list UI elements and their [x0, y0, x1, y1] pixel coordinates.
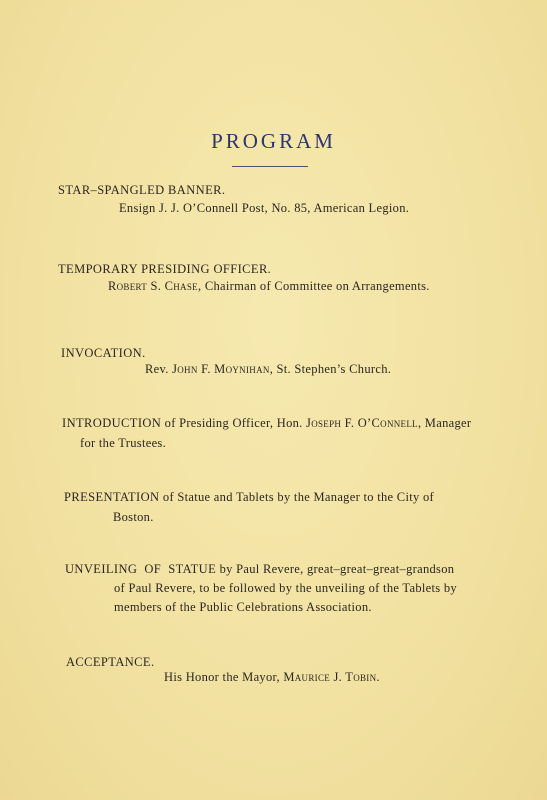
item-detail-unveiling-2: of Paul Revere, to be followed by the unveiling of the Tablets by	[114, 581, 457, 595]
item-detail-boston: Boston.	[113, 510, 154, 524]
title-divider	[232, 166, 308, 167]
page-title: PROGRAM	[211, 129, 336, 153]
item-detail-text: .	[376, 670, 380, 684]
item-detail-prefix: His Honor the Mayor,	[164, 670, 284, 684]
item-detail-text: of Statue and Tablets by the Manager to the City of	[159, 490, 434, 504]
item-heading-introduction: INTRODUCTION	[62, 416, 162, 430]
item-detail-tobin	[164, 670, 380, 685]
item-heading-acceptance: ACCEPTANCE.	[66, 655, 155, 669]
item-heading-presentation: PRESENTATION	[64, 490, 160, 504]
item-heading-star-spangled-banner: STAR–SPANGLED BANNER.	[58, 183, 226, 197]
item-heading-invocation: INVOCATION.	[61, 346, 146, 360]
item-unveiling	[65, 562, 454, 577]
person-name: Joseph F. O’Connell	[306, 416, 418, 430]
person-name: Maurice J. Tobin	[283, 670, 377, 684]
person-name: John F. Moynihan	[172, 362, 270, 376]
item-detail-text: , Manager	[417, 416, 472, 430]
item-detail-text: by Paul Revere, great–great–great–grandson	[216, 562, 455, 576]
item-introduction	[62, 416, 471, 431]
item-detail-chase	[108, 279, 430, 294]
item-detail-ensign: Ensign J. J. O’Connell Post, No. 85, American Legion.	[119, 201, 410, 215]
item-presentation	[64, 490, 434, 505]
item-detail-text: of Presiding Officer, Hon.	[161, 416, 307, 430]
item-detail-moynihan	[145, 362, 391, 377]
item-heading-unveiling: UNVEILING OF STATUE	[65, 562, 217, 576]
item-detail-prefix: Rev.	[145, 362, 173, 376]
item-detail-text: , Chairman of Committee on Arrangements.	[197, 279, 430, 293]
item-detail-text: , St. Stephen’s Church.	[269, 362, 392, 376]
person-name: Robert S. Chase	[108, 279, 198, 293]
item-detail-trustees: for the Trustees.	[80, 436, 167, 450]
item-detail-unveiling-3: members of the Public Celebrations Association.	[114, 600, 372, 614]
item-heading-temporary-presiding-officer: TEMPORARY PRESIDING OFFICER.	[58, 262, 272, 276]
